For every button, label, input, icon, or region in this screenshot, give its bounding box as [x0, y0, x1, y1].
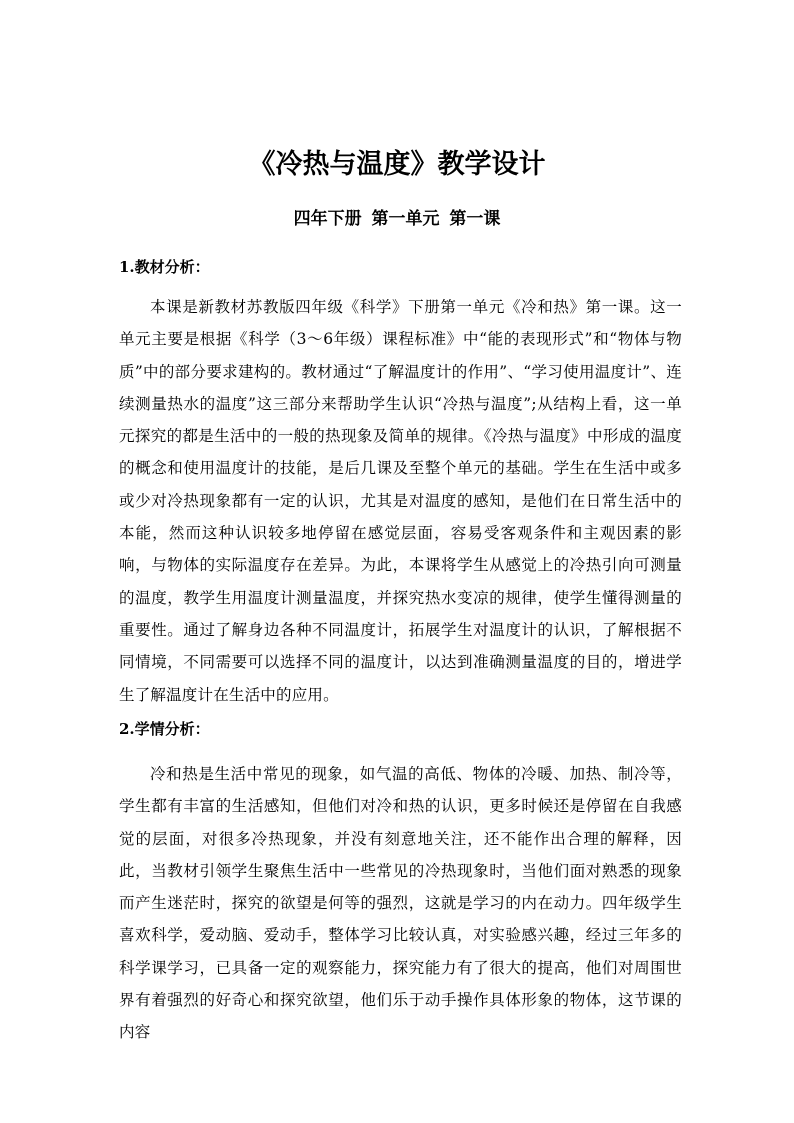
section-paragraph-textbook-analysis: 本课是新教材苏教版四年级《科学》下册第一单元《冷和热》第一课。这一单元主要是根据《科学（3～6年级）课程标准》中“能的表现形式”和“物体与物质”中的部分要求建构的。教材通过“了解温度计的作用”、“学习使用温度计”、连续测量热水的温度”这三部分来帮助学生认识“冷热与温度”;从结构上看，这一单元探究的都是生活中的一般的热现象及简单的规律。《冷热与温度》中形成的温度的概念和使用温度计的技能，是后几课及至整个单元的基础。学生在生活中或多或少对冷热现象都有一定的认识，尤其是对温度的感知，是他们在日常生活中的本能，然而这种认识较多地停留在感觉层面，容易受客观条件和主观因素的影响，与物体的实际温度存在差异。为此，本课将学生从感觉上的冷热引向可测量的温度，教学生用温度计测量温度，并探究热水变凉的规律，使学生懂得测量的重要性。通过了解身边各种不同温度计，拓展学生对温度计的认识，了解根据不同情境，不同需要可以选择不同的温度计，以达到准确测量温度的目的，增进学生了解温度计在生活中的应用。	[119, 298, 682, 704]
document-title: 《冷热与温度》教学设计	[248, 149, 546, 180]
section-heading-textbook-analysis: 1.教材分析：	[119, 258, 210, 276]
section-paragraph-student-analysis: 冷和热是生活中常见的现象，如气温的高低、物体的冷暖、加热、制冷等，学生都有丰富的生活感知，但他们对冷和热的认识，更多时候还是停留在自我感觉的层面，对很多冷热现象，并没有刻意地关注，还不能作出合理的解释，因此，当教材引领学生聚焦生活中一些常见的冷热现象时，当他们面对熟悉的现象而产生迷茫时，探究的欲望是何等的强烈，这就是学习的内在动力。四年级学生喜欢科学，爱动脑、爱动手，整体学习比较认真，对实验感兴趣，经过三年多的科学课学习，已具备一定的观察能力，探究能力有了很大的提高，他们对周围世界有着强烈的好奇心和探究欲望，他们乐于动手操作具体形象的物体，这节课的内容	[119, 765, 682, 1042]
section-heading-student-analysis: 2.学情分析：	[119, 720, 210, 738]
document-subtitle: 四年下册 第一单元 第一课	[293, 209, 501, 229]
